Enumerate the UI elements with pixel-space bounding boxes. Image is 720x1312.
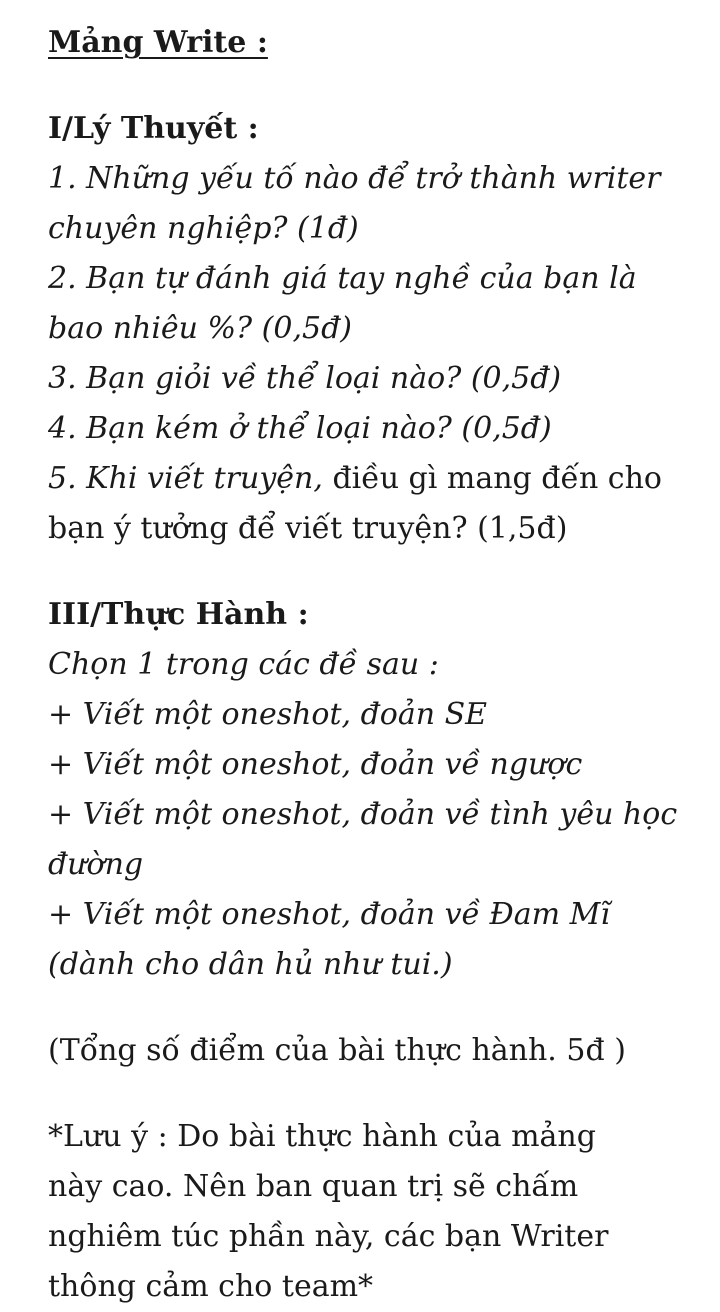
question-1-line-1: 1. Những yếu tố nào để trở thành writer bbox=[48, 161, 661, 196]
note-section bbox=[48, 1112, 688, 1312]
document-body bbox=[48, 18, 688, 1312]
practice-intro: Chọn 1 trong các đề sau : bbox=[48, 647, 439, 682]
practice-heading: III/Thực Hành : bbox=[48, 597, 309, 632]
question-4: 4. Bạn kém ở thể loại nào? (0,5đ) bbox=[48, 411, 552, 446]
note-line-3: nghiêm túc phần này, các bạn Writer bbox=[48, 1219, 609, 1254]
practice-option-4-line-1: + Viết một oneshot, đoản về Đam Mĩ bbox=[48, 897, 610, 932]
question-2-line-1: 2. Bạn tự đánh giá tay nghề của bạn là bbox=[48, 261, 637, 296]
question-5-rest: điều gì mang đến cho bbox=[322, 461, 662, 496]
spacer bbox=[48, 554, 688, 590]
note-line-1: *Lưu ý : Do bài thực hành của mảng bbox=[48, 1119, 596, 1154]
spacer bbox=[48, 68, 688, 104]
theory-section bbox=[48, 104, 688, 554]
practice-section bbox=[48, 590, 688, 990]
practice-option-4-line-2: (dành cho dân hủ như tui.) bbox=[48, 947, 453, 982]
total-score-note: (Tổng số điểm của bài thực hành. 5đ ) bbox=[48, 1033, 626, 1068]
question-5-line-1 bbox=[48, 454, 688, 504]
spacer bbox=[48, 1076, 688, 1112]
practice-option-1: + Viết một oneshot, đoản SE bbox=[48, 697, 488, 732]
practice-option-3-line-1: + Viết một oneshot, đoản về tình yêu học bbox=[48, 797, 678, 832]
note-line-4: thông cảm cho team* bbox=[48, 1269, 374, 1304]
question-2-line-2: bao nhiêu %? (0,5đ) bbox=[48, 311, 352, 346]
practice-option-3-line-2: đường bbox=[48, 847, 144, 882]
question-3: 3. Bạn giỏi về thể loại nào? (0,5đ) bbox=[48, 361, 562, 396]
question-1-line-2: chuyên nghiệp? (1đ) bbox=[48, 211, 359, 246]
practice-option-2: + Viết một oneshot, đoản về ngược bbox=[48, 747, 583, 782]
theory-heading: I/Lý Thuyết : bbox=[48, 111, 259, 146]
spacer bbox=[48, 990, 688, 1026]
question-5-line-2: bạn ý tưởng để viết truyện? (1,5đ) bbox=[48, 511, 568, 546]
question-5-italic-part: 5. Khi viết truyện, bbox=[48, 461, 323, 496]
page-title: Mảng Write : bbox=[48, 25, 268, 60]
note-line-2: này cao. Nên ban quan trị sẽ chấm bbox=[48, 1169, 579, 1204]
